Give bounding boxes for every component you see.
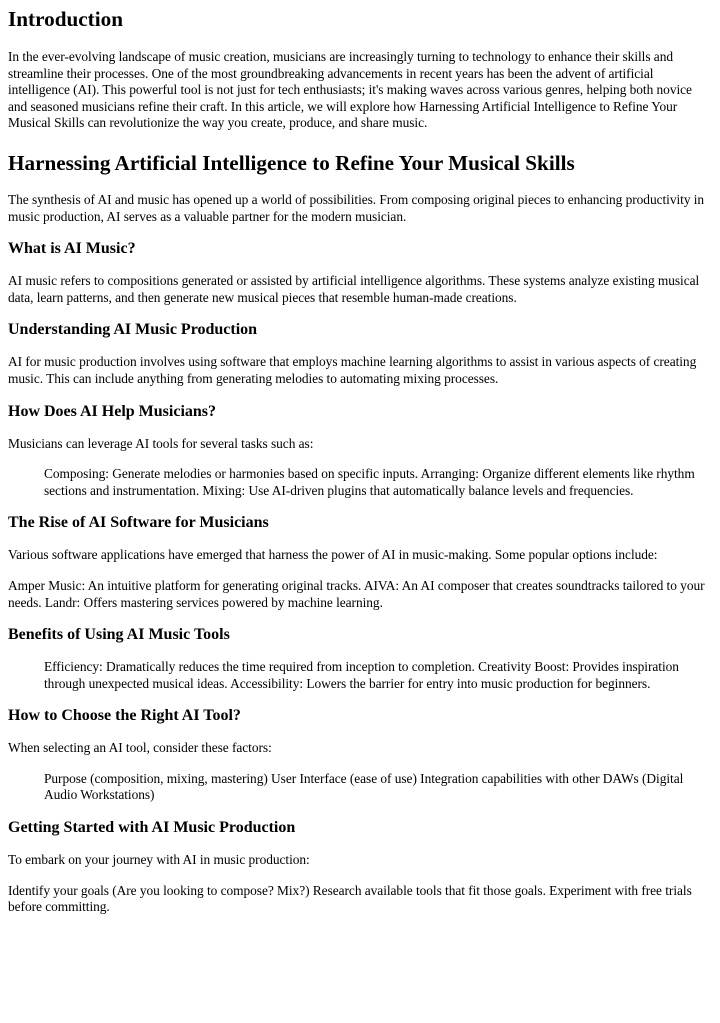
paragraph-rise-of-ai-software: Various software applications have emerged that harness the power of AI in music-making. Some popular options include: [8, 547, 658, 563]
heading-how-does-ai-help: How Does AI Help Musicians? [8, 402, 217, 420]
paragraph-getting-started: To embark on your journey with AI in music production: [8, 852, 310, 868]
quote-benefits: Efficiency: Dramatically reduces the time required from inception to completion. Creativity Boost: Provides inspiration through unexpected musical ideas. Accessibility: Lowers the barrier for entry into music production for beginners. [44, 659, 679, 691]
paragraph-choose-tool: When selecting an AI tool, consider these factors: [8, 740, 272, 756]
paragraph-how-does-ai-help: Musicians can leverage AI tools for several tasks such as: [8, 435, 314, 451]
heading-main-title: Harnessing Artificial Intelligence to Refine Your Musical Skills [8, 150, 575, 175]
article [0, 6, 720, 916]
paragraph-introduction: In the ever-evolving landscape of music creation, musicians are increasingly turning to technology to enhance their skills and streamline their processes. One of the most groundbreaking advancements in recent years has been the advent of artificial intelligence (AI). This powerful tool is not just for tech enthusiasts; it's making waves across various genres, helping both novice and seasoned musicians refine their craft. In this article, we will explore how Harnessing Artificial Intelligence to Refine Your Musical Skills can revolutionize the way you create, produce, and share music. [8, 49, 692, 131]
heading-rise-of-ai-software: The Rise of AI Software for Musicians [8, 514, 269, 532]
paragraph-getting-started-steps: Identify your goals (Are you looking to compose? Mix?) Research available tools that fit those goals. Experiment with free trials before committing. [8, 882, 692, 915]
paragraph-rise-of-ai-software-options: Amper Music: An intuitive platform for generating original tracks. AIVA: An AI composer that creates soundtracks tailored to your needs. Landr: Offers mastering services powered by machine learning. [8, 577, 705, 610]
heading-what-is-ai-music: What is AI Music? [8, 240, 136, 258]
paragraph-what-is-ai-music: AI music refers to compositions generated or assisted by artificial intelligence algorithms. These systems analyze existing musical data, learn patterns, and then generate new musical pieces that resemble human-made creations. [8, 273, 700, 305]
quote-how-does-ai-help: Composing: Generate melodies or harmonies based on specific inputs. Arranging: Organize different elements like rhythm sections and instrumentation. Mixing: Use AI-driven plugins that automatically balance levels and frequencies. [44, 466, 695, 498]
quote-choose-tool: Purpose (composition, mixing, mastering) User Interface (ease of use) Integration capabilities with other DAWs (Digital Audio Workstations) [44, 770, 684, 803]
heading-benefits: Benefits of Using AI Music Tools [8, 626, 230, 644]
heading-getting-started: Getting Started with AI Music Production [8, 819, 296, 837]
paragraph-main: The synthesis of AI and music has opened up a world of possibilities. From composing original pieces to enhancing productivity in music production, AI serves as a valuable partner for the modern musician. [8, 191, 705, 224]
heading-understanding-ai-music-production: Understanding AI Music Production [8, 321, 258, 339]
paragraph-understanding-ai-music-production: AI for music production involves using software that employs machine learning algorithms to assist in various aspects of creating music. This can include anything from generating melodies to automating mixing processes. [8, 354, 697, 386]
heading-choose-tool: How to Choose the Right AI Tool? [8, 707, 241, 725]
heading-introduction: Introduction [8, 7, 123, 31]
